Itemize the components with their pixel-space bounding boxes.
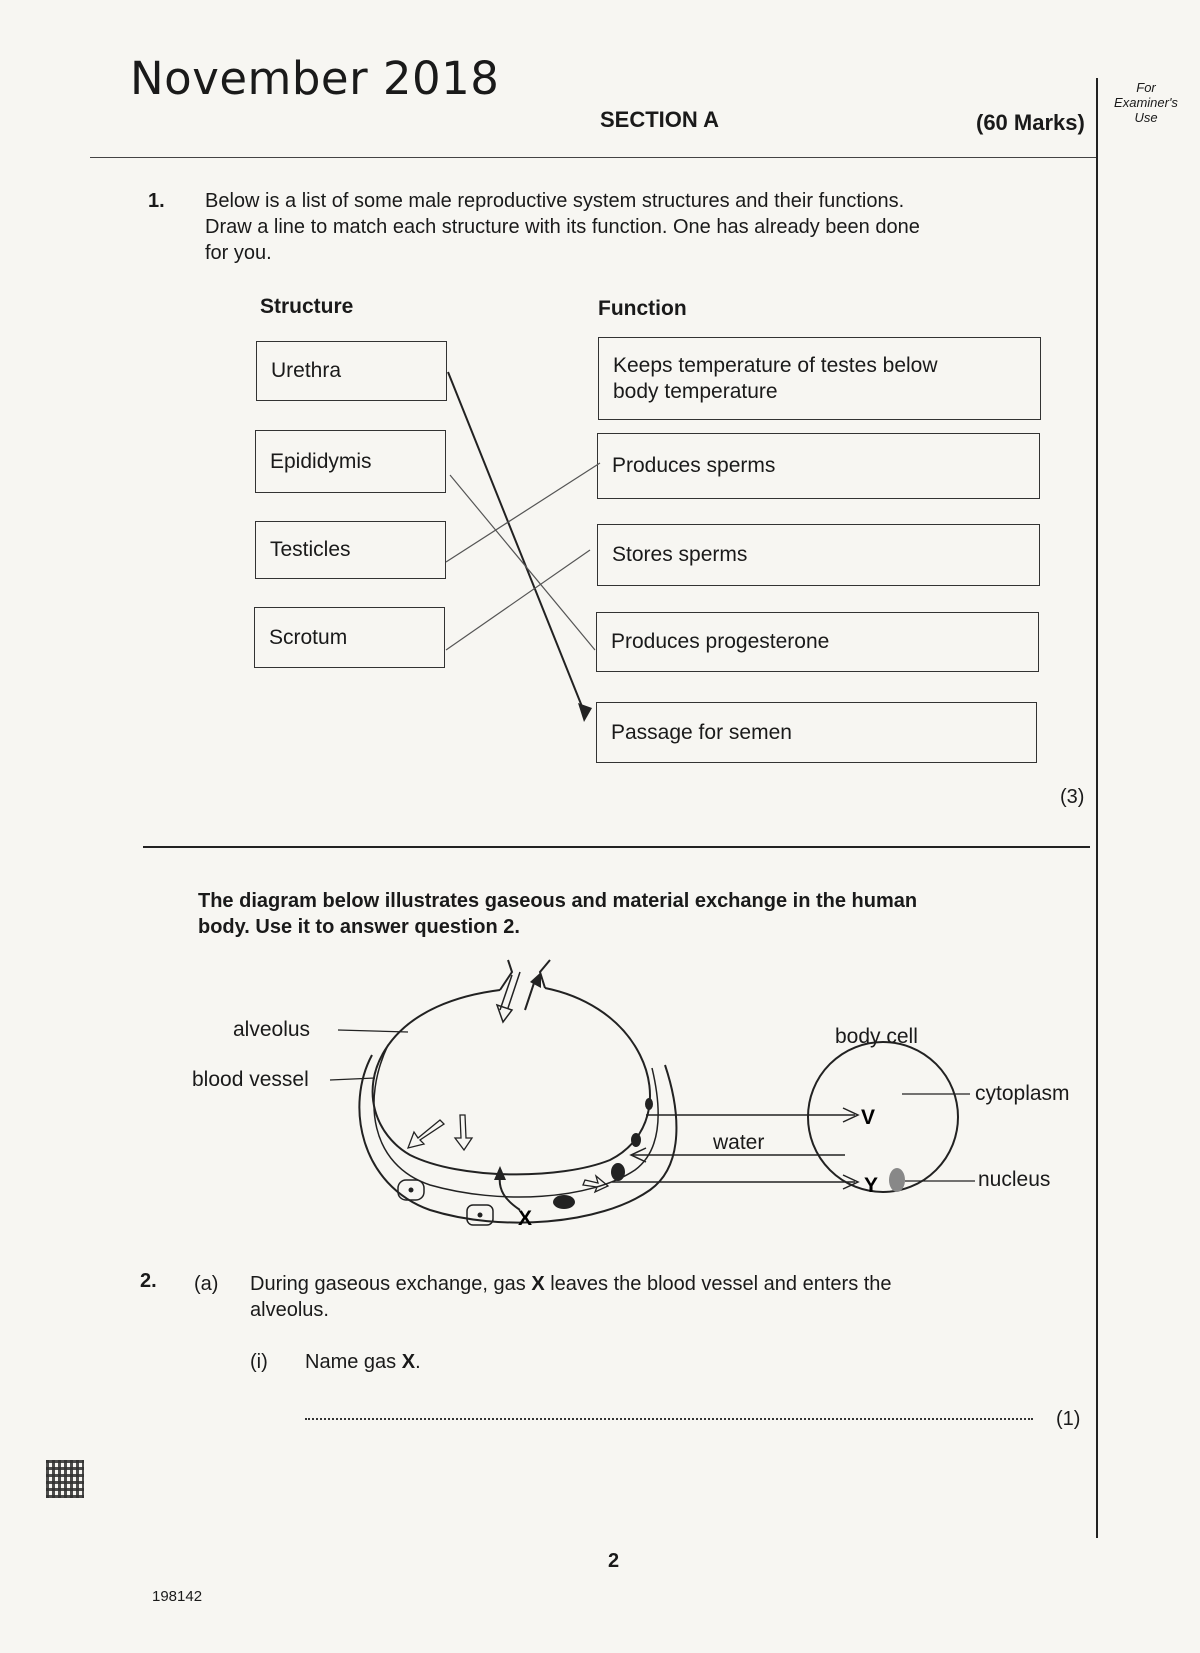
q2-sub-i: (i)	[250, 1351, 268, 1373]
q1-number: 1.	[148, 190, 165, 212]
function-label-line: body temperature	[613, 379, 778, 403]
q1-marks: (3)	[1060, 786, 1085, 808]
q2-sub-i-x: X	[401, 1351, 416, 1373]
alveolus-pointer	[338, 1030, 408, 1032]
body-cell-label: body cell	[835, 1025, 918, 1048]
red-blood-cell	[645, 1098, 653, 1110]
structure-header: Structure	[260, 295, 354, 318]
q2-number: 2.	[140, 1270, 157, 1292]
nucleus-shape	[889, 1168, 905, 1192]
alveolus-opening-right	[540, 960, 550, 988]
function-label: Produces progesterone	[611, 630, 830, 653]
diagram-intro-line: body. Use it to answer question 2.	[198, 916, 520, 938]
examiner-label-line: Examiner's	[1114, 95, 1178, 110]
q2-sub-i-segment: .	[415, 1351, 421, 1373]
red-blood-cell	[553, 1195, 575, 1209]
q1-instruction-line: Draw a line to match each structure with its function. One has already been done	[205, 216, 920, 238]
material-v-label: V	[861, 1106, 876, 1129]
structure-label: Epididymis	[270, 449, 372, 473]
blood-vessel-pointer	[330, 1078, 375, 1080]
function-header: Function	[598, 297, 687, 320]
q1-instruction-line: Below is a list of some male reproductive system structures and their functions.	[205, 190, 905, 212]
answer-line-gas-x[interactable]	[305, 1418, 1033, 1420]
gas-x-arrow	[500, 1175, 520, 1210]
examiner-label-line: For	[1136, 80, 1156, 95]
structure-label: Scrotum	[269, 625, 348, 649]
section-marks: (60 Marks)	[976, 110, 1085, 135]
q1-instruction-line: for you.	[205, 242, 272, 264]
blood-cell-nucleus	[478, 1213, 483, 1218]
q2-sub-i-segment: Name gas	[305, 1351, 402, 1373]
red-blood-cell	[631, 1133, 641, 1147]
section-title: SECTION A	[600, 107, 719, 132]
function-label-line: Keeps temperature of testes below	[613, 353, 938, 377]
alveolus-label: alveolus	[233, 1018, 311, 1041]
material-y-label: Y	[864, 1174, 879, 1197]
scan-code-mark	[46, 1460, 84, 1498]
function-label: Stores sperms	[612, 543, 748, 566]
structure-label: Testicles	[270, 538, 351, 561]
page-heading: November 2018	[130, 52, 500, 105]
q2-part-a-line: alveolus.	[250, 1299, 329, 1321]
q2-text-segment: During gaseous exchange, gas	[250, 1273, 532, 1295]
air-out-arrowhead	[530, 972, 541, 988]
diffusion-arrows	[408, 1115, 608, 1192]
q2-part-a-line	[250, 1271, 1090, 1297]
diagram-intro-line: The diagram below illustrates gaseous and material exchange in the human	[198, 890, 918, 912]
water-label: water	[713, 1131, 765, 1154]
gas-x-label: X	[518, 1207, 533, 1230]
body-cell	[808, 1042, 958, 1192]
q2-text-segment: leaves the blood vessel and enters the	[544, 1273, 892, 1295]
paper-code: 198142	[152, 1588, 203, 1605]
q2-marks: (1)	[1056, 1408, 1081, 1430]
page-number: 2	[608, 1550, 620, 1572]
q2-part-a-text	[250, 1271, 1090, 1323]
q2-part-a: (a)	[194, 1273, 219, 1295]
structure-label: Urethra	[271, 359, 342, 382]
q2-sub-i-text	[305, 1349, 421, 1375]
air-out-arrow	[525, 980, 535, 1010]
alveolus-opening-left	[500, 960, 512, 990]
q2-gas-x: X	[531, 1273, 545, 1295]
blood-vessel-label: blood vessel	[192, 1068, 309, 1091]
nucleus-label: nucleus	[978, 1168, 1051, 1191]
diffusion-arrow	[408, 1120, 444, 1148]
function-label: Produces sperms	[612, 454, 776, 477]
diffusion-arrow	[455, 1115, 472, 1150]
cytoplasm-label: cytoplasm	[975, 1082, 1070, 1105]
examiner-label-line: Use	[1134, 110, 1158, 125]
red-blood-cell	[611, 1163, 625, 1181]
air-in-arrow	[508, 972, 520, 1008]
blood-cell-nucleus	[409, 1188, 414, 1193]
function-label: Passage for semen	[611, 720, 792, 744]
air-in-arrowhead	[497, 1005, 512, 1022]
